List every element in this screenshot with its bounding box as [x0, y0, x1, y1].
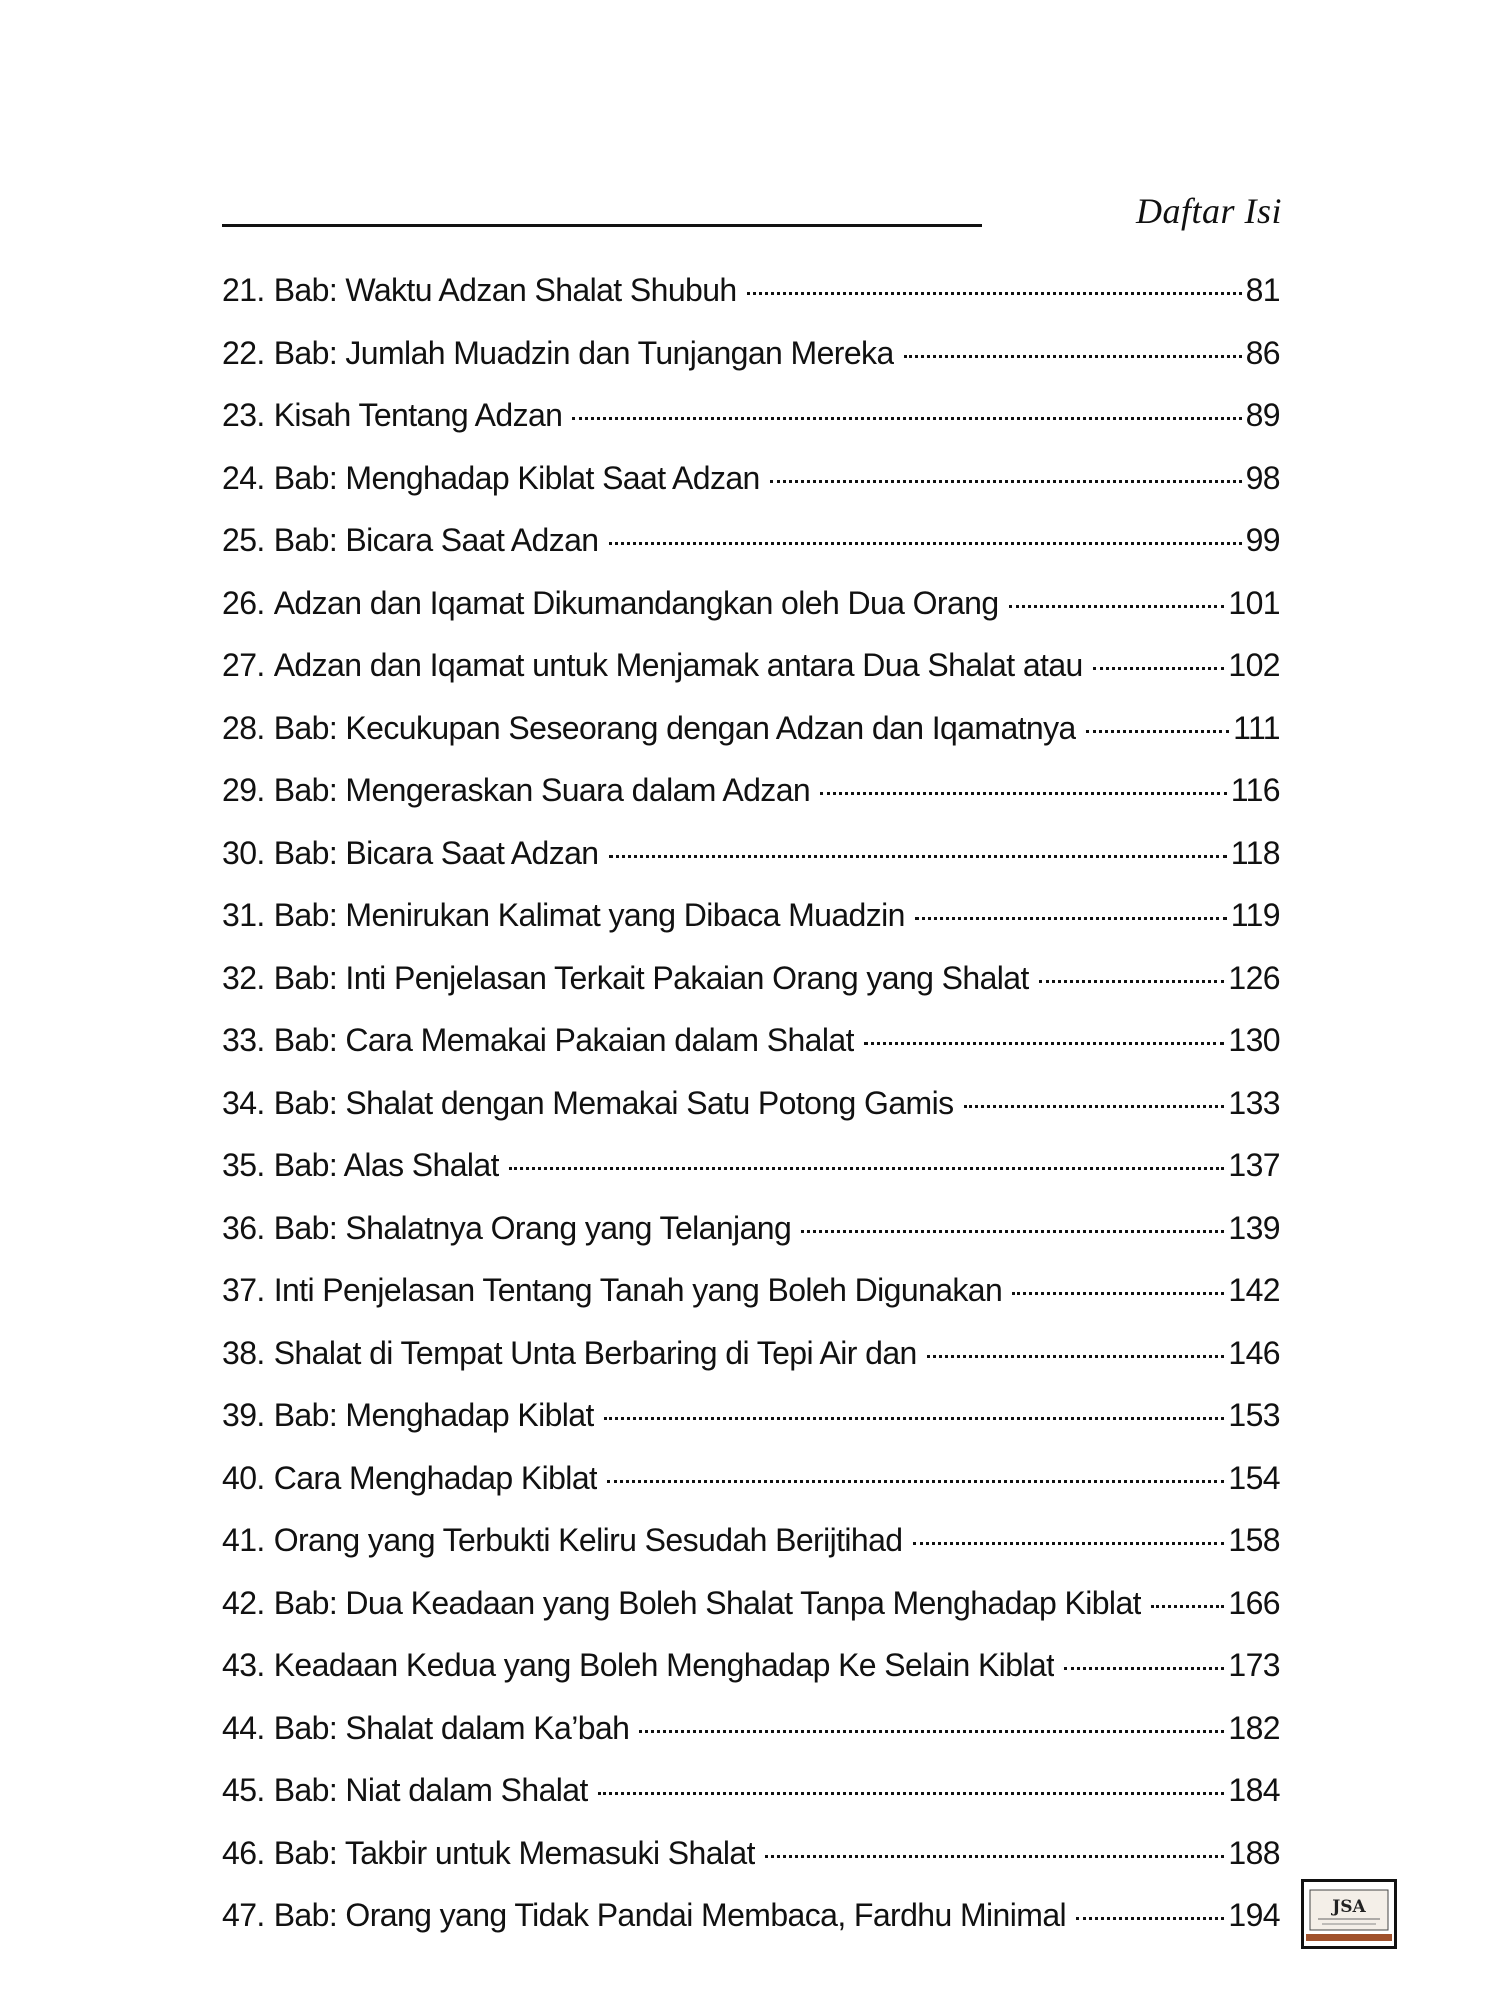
toc-entry-page: 154 — [1228, 1459, 1280, 1496]
toc-entry-number: 40. — [222, 1459, 265, 1496]
toc-entry — [222, 772, 1280, 835]
toc-entry-number: 31. — [222, 897, 265, 933]
dot-leader — [509, 1167, 1224, 1170]
toc-entry-title: Bab: Jumlah Muadzin dan Tunjangan Mereka — [273, 334, 894, 371]
toc-entry-number: 21. — [222, 272, 265, 308]
toc-entry-page: 81 — [1245, 272, 1280, 308]
toc-entry-number: 34. — [222, 1084, 265, 1121]
toc-entry-number: 41. — [222, 1522, 265, 1558]
dot-leader — [604, 1417, 1225, 1420]
toc-entry-title: Bab: Bicara Saat Adzan — [273, 834, 599, 871]
toc-entry — [222, 1147, 1280, 1210]
toc-entry-number: 43. — [222, 1647, 265, 1683]
dot-leader — [964, 1105, 1225, 1108]
toc-entry-title: Bab: Takbir untuk Memasuki Shalat — [273, 1834, 755, 1871]
dot-leader — [801, 1230, 1224, 1233]
toc-entry — [222, 272, 1280, 335]
toc-entry — [222, 960, 1280, 1023]
dot-leader — [639, 1730, 1224, 1733]
toc-entry-title: Bab: Orang yang Tidak Pandai Membaca, Fardhu Minimal — [273, 1897, 1067, 1933]
toc-entry-number: 47. — [222, 1897, 265, 1933]
toc-entry — [222, 1397, 1280, 1460]
toc-entry-page: 118 — [1230, 834, 1280, 871]
toc-entry-number: 45. — [222, 1772, 265, 1808]
toc-entry — [222, 1022, 1280, 1085]
dot-leader — [1076, 1917, 1224, 1920]
dot-leader — [1151, 1605, 1224, 1608]
dot-leader — [904, 355, 1242, 358]
toc-entry-number: 26. — [222, 584, 265, 621]
toc-entry — [222, 335, 1280, 398]
page-header — [222, 190, 1282, 240]
toc-entry — [222, 897, 1280, 960]
toc-entry-title: Shalat di Tempat Unta Berbaring di Tepi Air dan — [273, 1334, 917, 1371]
toc-entry — [222, 1772, 1280, 1835]
toc-entry-title: Bab: Alas Shalat — [273, 1147, 499, 1183]
toc-entry — [222, 1835, 1280, 1898]
toc-entry-number: 42. — [222, 1584, 265, 1621]
toc-entry-title: Bab: Mengeraskan Suara dalam Adzan — [273, 772, 811, 808]
toc-entry — [222, 397, 1280, 460]
toc-entry-title: Adzan dan Iqamat untuk Menjamak antara Dua Shalat atau — [273, 647, 1083, 683]
toc-entry-title: Bab: Cara Memakai Pakaian dalam Shalat — [273, 1022, 854, 1058]
dot-leader — [1093, 667, 1225, 670]
dot-leader — [765, 1855, 1225, 1858]
toc-entry-page: 102 — [1228, 647, 1280, 683]
dot-leader — [820, 792, 1227, 795]
toc-entry-page: 101 — [1228, 584, 1280, 621]
toc-entry — [222, 710, 1280, 773]
toc-entry-page: 194 — [1228, 1897, 1280, 1933]
toc-entry-number: 46. — [222, 1834, 265, 1871]
dot-leader — [609, 542, 1242, 545]
toc-entry-number: 27. — [222, 647, 265, 683]
dot-leader — [1064, 1667, 1224, 1670]
toc-entry-title: Bab: Bicara Saat Adzan — [273, 522, 599, 558]
toc-entry-title: Bab: Menghadap Kiblat — [273, 1397, 594, 1433]
logo-graphic — [1304, 1882, 1394, 1946]
toc-entry-page: 182 — [1228, 1709, 1280, 1746]
toc-entry-title: Bab: Dua Keadaan yang Boleh Shalat Tanpa Menghadap Kiblat — [273, 1584, 1141, 1621]
toc-entry — [222, 1272, 1280, 1335]
toc-entry-page: 173 — [1228, 1647, 1280, 1683]
toc-entry — [222, 1897, 1280, 1960]
toc-entry — [222, 585, 1280, 648]
toc-entry-number: 36. — [222, 1209, 265, 1246]
toc-entry-title: Bab: Menghadap Kiblat Saat Adzan — [273, 459, 760, 496]
toc-entry — [222, 1335, 1280, 1398]
toc-entry-title: Bab: Shalat dalam Ka’bah — [273, 1709, 630, 1746]
toc-entry-number: 30. — [222, 834, 265, 871]
toc-entry-number: 23. — [222, 397, 265, 433]
toc-entry-title: Bab: Shalat dengan Memakai Satu Potong Gamis — [273, 1084, 954, 1121]
toc-entry-number: 39. — [222, 1397, 265, 1433]
toc-entry-page: 111 — [1233, 709, 1280, 746]
dot-leader — [770, 480, 1242, 483]
toc-entry — [222, 1460, 1280, 1523]
dot-leader — [927, 1355, 1225, 1358]
toc-entry-title: Bab: Kecukupan Seseorang dengan Adzan dan Iqamatnya — [273, 709, 1076, 746]
toc-entry-page: 98 — [1245, 459, 1280, 496]
dot-leader — [1009, 605, 1225, 608]
toc-entry-number: 35. — [222, 1147, 265, 1183]
toc-entry — [222, 835, 1280, 898]
toc-entry-title: Orang yang Terbukti Keliru Sesudah Berijtihad — [273, 1522, 903, 1558]
header-rule — [222, 224, 982, 227]
toc-entry-page: 133 — [1228, 1084, 1280, 1121]
toc-entry-title: Keadaan Kedua yang Boleh Menghadap Ke Selain Kiblat — [273, 1647, 1055, 1683]
toc-entry-title: Cara Menghadap Kiblat — [273, 1459, 598, 1496]
toc-entry-number: 37. — [222, 1272, 265, 1308]
publisher-logo — [1301, 1879, 1397, 1949]
toc-entry — [222, 522, 1280, 585]
toc-entry-title: Bab: Inti Penjelasan Terkait Pakaian Orang yang Shalat — [273, 959, 1029, 996]
toc-entry-page: 137 — [1228, 1147, 1280, 1183]
toc-entry — [222, 647, 1280, 710]
dot-leader — [572, 417, 1241, 420]
dot-leader — [915, 917, 1227, 920]
toc-entry-page: 86 — [1245, 334, 1280, 371]
dot-leader — [607, 1480, 1224, 1483]
dot-leader — [609, 855, 1227, 858]
toc-entry-page: 130 — [1228, 1022, 1280, 1058]
toc-entry-number: 44. — [222, 1709, 265, 1746]
dot-leader — [1086, 730, 1229, 733]
dot-leader — [913, 1542, 1225, 1545]
toc-entry-number: 25. — [222, 522, 265, 558]
toc-entry-page: 184 — [1228, 1772, 1280, 1808]
toc-entry-title: Bab: Waktu Adzan Shalat Shubuh — [273, 272, 737, 308]
toc-entry-number: 33. — [222, 1022, 265, 1058]
page-title: Daftar Isi — [1135, 191, 1282, 231]
toc-entry-title: Bab: Niat dalam Shalat — [273, 1772, 588, 1808]
toc-entry — [222, 1085, 1280, 1148]
toc-entry-page: 89 — [1245, 397, 1280, 433]
toc-entry — [222, 460, 1280, 523]
logo-text: JSA — [1332, 1897, 1366, 1917]
toc-entry-number: 32. — [222, 959, 265, 996]
toc-entry-page: 153 — [1228, 1397, 1280, 1433]
toc-entry-page: 158 — [1228, 1522, 1280, 1558]
toc-entry-page: 166 — [1228, 1584, 1280, 1621]
toc-entry — [222, 1585, 1280, 1648]
toc-entry-number: 24. — [222, 459, 265, 496]
toc-entry-number: 22. — [222, 334, 265, 371]
dot-leader — [1039, 980, 1225, 983]
toc-entry-number: 29. — [222, 772, 265, 808]
toc-entry-page: 188 — [1228, 1834, 1280, 1871]
table-of-contents — [222, 272, 1280, 1960]
dot-leader — [1012, 1292, 1224, 1295]
toc-entry-page: 119 — [1230, 897, 1280, 933]
toc-entry — [222, 1710, 1280, 1773]
dot-leader — [864, 1042, 1225, 1045]
toc-entry-title: Inti Penjelasan Tentang Tanah yang Boleh Digunakan — [273, 1272, 1003, 1308]
toc-entry-title: Adzan dan Iqamat Dikumandangkan oleh Dua Orang — [273, 584, 999, 621]
toc-entry-page: 142 — [1228, 1272, 1280, 1308]
toc-entry — [222, 1522, 1280, 1585]
toc-entry-number: 28. — [222, 709, 265, 746]
toc-entry-page: 116 — [1230, 772, 1280, 808]
toc-entry-title: Bab: Menirukan Kalimat yang Dibaca Muadzin — [273, 897, 905, 933]
toc-entry-page: 99 — [1245, 522, 1280, 558]
toc-entry — [222, 1210, 1280, 1273]
toc-entry — [222, 1647, 1280, 1710]
toc-entry-number: 38. — [222, 1334, 265, 1371]
toc-entry-title: Bab: Shalatnya Orang yang Telanjang — [273, 1209, 792, 1246]
dot-leader — [747, 292, 1242, 295]
toc-entry-page: 139 — [1228, 1209, 1280, 1246]
toc-entry-title: Kisah Tentang Adzan — [273, 397, 563, 433]
dot-leader — [598, 1792, 1225, 1795]
toc-entry-page: 126 — [1228, 959, 1280, 996]
toc-entry-page: 146 — [1228, 1334, 1280, 1371]
